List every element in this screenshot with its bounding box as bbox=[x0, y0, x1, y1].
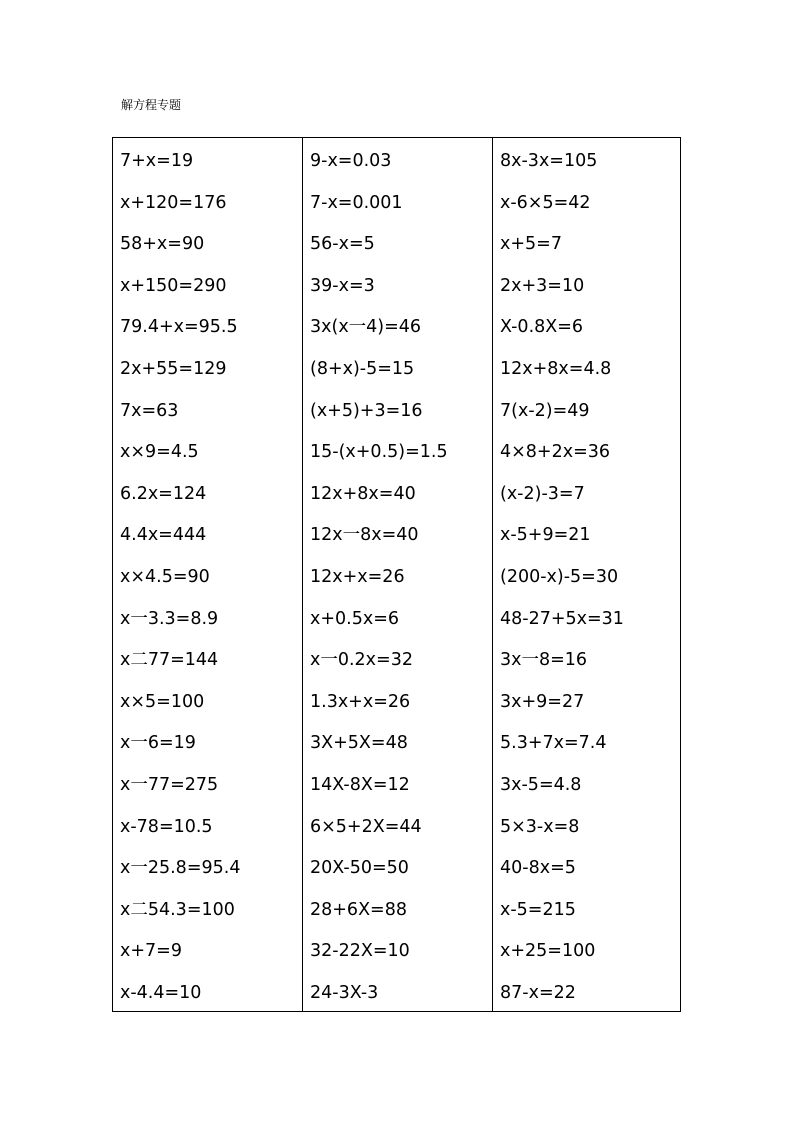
equation-cell: 79.4+x=95.5 bbox=[120, 317, 238, 338]
equation-cell: 4.4x=444 bbox=[120, 525, 207, 546]
equation-cell: 4×8+2x=36 bbox=[500, 442, 611, 463]
equation-cell: x一77=275 bbox=[120, 775, 219, 795]
equation-cell: 40-8x=5 bbox=[500, 858, 576, 879]
equation-cell: (x+5)+3=16 bbox=[310, 400, 423, 421]
equation-cell: x+120=176 bbox=[120, 192, 227, 213]
equation-cell: 24-3X-3 bbox=[310, 983, 379, 1003]
equation-cell: x-4.4=10 bbox=[120, 983, 202, 1003]
equation-cell: 3x一8=16 bbox=[500, 650, 588, 671]
equation-cell: (200-x)-5=30 bbox=[500, 567, 619, 587]
equation-cell: 6.2x=124 bbox=[120, 483, 207, 504]
equation-cell: x一0.2x=32 bbox=[310, 650, 413, 671]
equation-cell: 5×3-x=8 bbox=[500, 816, 580, 837]
equation-cell: 3X+5X=48 bbox=[310, 733, 408, 754]
equation-cell: 5.3+7x=7.4 bbox=[500, 733, 607, 754]
equation-cell: 14X-8X=12 bbox=[310, 775, 410, 795]
equation-table bbox=[112, 137, 681, 1012]
equation-column-3 bbox=[493, 138, 680, 1011]
equation-cell: x-5+9=21 bbox=[500, 525, 591, 546]
equation-cell: 8x-3x=105 bbox=[500, 151, 598, 171]
equation-cell: 58+x=90 bbox=[120, 234, 205, 255]
equation-cell: 2x+3=10 bbox=[500, 275, 585, 296]
equation-cell: x+25=100 bbox=[500, 941, 596, 962]
equation-column-2 bbox=[303, 138, 493, 1011]
equation-cell: X-0.8X=6 bbox=[500, 317, 584, 338]
equation-cell: 28+6X=88 bbox=[310, 899, 407, 920]
equation-cell: x-78=10.5 bbox=[120, 816, 213, 837]
equation-cell: 9-x=0.03 bbox=[310, 151, 392, 171]
equation-cell: x一6=19 bbox=[120, 733, 196, 754]
equation-cell: x×4.5=90 bbox=[120, 567, 210, 587]
equation-cell: x+150=290 bbox=[120, 275, 227, 296]
equation-cell: x+7=9 bbox=[120, 941, 182, 962]
equation-cell: x+0.5x=6 bbox=[310, 608, 400, 629]
equation-cell: 7x=63 bbox=[120, 400, 179, 421]
equation-cell: 3x(x一4)=46 bbox=[310, 317, 422, 338]
equation-cell: 39-x=3 bbox=[310, 275, 375, 296]
equation-cell: 32-22X=10 bbox=[310, 941, 410, 962]
page-title: 解方程专题 bbox=[121, 98, 182, 112]
equation-cell: (x-2)-3=7 bbox=[500, 483, 585, 504]
equation-cell: 2x+55=129 bbox=[120, 359, 227, 379]
equation-cell: 12x+x=26 bbox=[310, 567, 405, 587]
equation-cell: 15-(x+0.5)=1.5 bbox=[310, 442, 448, 463]
equation-cell: x+5=7 bbox=[500, 234, 562, 255]
equation-cell: 12x一8x=40 bbox=[310, 525, 419, 546]
equation-cell: x×9=4.5 bbox=[120, 442, 199, 463]
equation-cell: 6×5+2X=44 bbox=[310, 816, 422, 837]
equation-cell: 12x+8x=40 bbox=[310, 483, 416, 504]
equation-cell: (8+x)-5=15 bbox=[310, 359, 415, 379]
equation-cell: x二77=144 bbox=[120, 650, 219, 671]
equation-cell: 12x+8x=4.8 bbox=[500, 359, 612, 379]
equation-cell: 3x+9=27 bbox=[500, 691, 585, 712]
equation-cell: 87-x=22 bbox=[500, 983, 576, 1003]
equation-cell: x×5=100 bbox=[120, 691, 205, 712]
equation-cell: x-5=215 bbox=[500, 899, 576, 920]
equation-column-1 bbox=[113, 138, 303, 1011]
equation-cell: 3x-5=4.8 bbox=[500, 775, 582, 795]
equation-cell: x二54.3=100 bbox=[120, 899, 235, 920]
equation-cell: 7(x-2)=49 bbox=[500, 400, 590, 421]
equation-cell: x一25.8=95.4 bbox=[120, 858, 241, 879]
equation-cell: 48-27+5x=31 bbox=[500, 608, 624, 629]
equation-cell: 1.3x+x=26 bbox=[310, 691, 411, 712]
equation-cell: 20X-50=50 bbox=[310, 858, 409, 879]
equation-cell: 7+x=19 bbox=[120, 151, 194, 171]
equation-cell: 56-x=5 bbox=[310, 234, 375, 255]
equation-cell: 7-x=0.001 bbox=[310, 192, 403, 213]
equation-cell: x-6×5=42 bbox=[500, 192, 591, 213]
equation-cell: x一3.3=8.9 bbox=[120, 608, 219, 629]
